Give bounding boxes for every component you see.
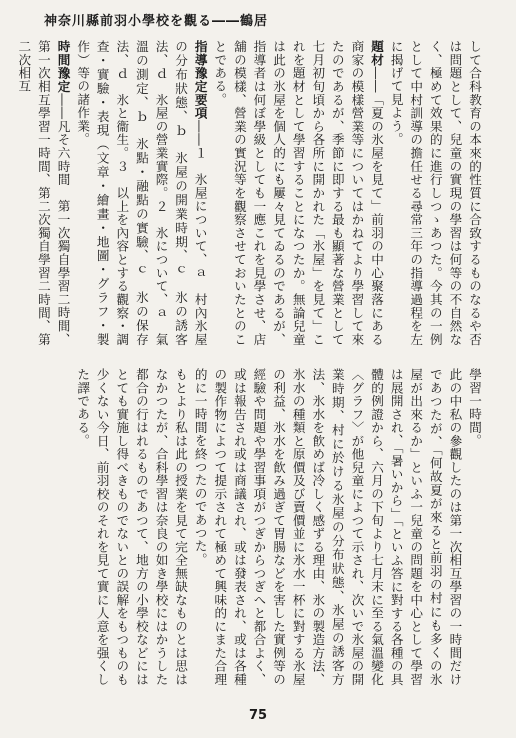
paragraph-schedule xyxy=(14,40,73,346)
paragraph: 此の中私の參觀したのは第一次相互學習の一時間だけであつたが、「何故夏が來ると前羽の村にも多くの氷屋が出來るか」といふ一兒童の問題を中心として學習は展開され、「暑いから」「といふ答に對する各種の具體的例證から、六月の下旬より七月末に至る氣溫變化〈グラフ〉が他兒童によつて示され、次いで氷屋の開業時期、村に於ける氷屋の分布狀態、氷屋の誘客方法、氷水を飮めば冷しく感ずる理由、氷の製造方法、氷水の種類と原價及び賣價並に氷水一杯に對する氷屋の利益、氷水を飮み過ぎて胃腸などを害した實例等の經驗や問題や學習事項がつぎからつぎへと都合よく、或は報告され或は商議され、或は發表され、或は各種の製作物によつて提示されて極めて興味的にまた合理的に一時間を終つたのであつた。 xyxy=(192,368,463,686)
running-header: 神奈川縣前羽小學校を觀る――鶴居 xyxy=(44,14,269,29)
section-label: 時間豫定 xyxy=(55,40,71,94)
paragraph-plan xyxy=(73,40,210,346)
text-column-bottom xyxy=(38,368,484,686)
paragraph-text: ――１ 氷屋について、ａ 村內氷屋の分布狀態、ｂ 氷屋の開業時期、ｃ 氷の誘客法、ｄ 氷屋の營業實際。２ 氷について、ａ 氣溫の測定、ｂ 氷點・融點の實驗、ｃ 氷の保存法、ｄ 氷と衞生。３ 以上を內容とする觀察・調查・實驗・表現（文章・繪畫・地圖・グラフ・製作）等の諸作業。 xyxy=(75,40,208,346)
text-column-top xyxy=(16,40,484,347)
section-label: 指導豫定要項 xyxy=(192,40,208,120)
paragraph: もとより私は此の授業を見て完全無缺なものとは思はなかつたが、合科學習は奈良の如き學校にはかうした都合の行はれるものであつて、地方の小學校などにはとても實施し得べきものでないとの誤解をもつものも少くない今日、前羽校のそれを見て實に人意を强くした譯である。 xyxy=(75,368,189,686)
paragraph-subject xyxy=(210,40,386,346)
section-label: 題材 xyxy=(369,40,385,67)
page-number: 75 xyxy=(248,708,268,723)
paragraph-text: ――凡そ六時間 第一次獨自學習二時間、第一次相互學習一時間、第二次獨自學習二時間、第二次相互 xyxy=(16,40,71,346)
paragraph: 學習一時間。 xyxy=(467,368,482,448)
paragraph: して合科教育の本來的性質に合致するものなるや否は問題として、兒童の實現の學習は何等の不自然なく、極めて效果的に進行しつゝあつた。今其の一例として中村訓導の擔任せる尋常三年の指導過程を左に揭げて見よう。 xyxy=(388,40,482,346)
paragraph-text: ――「夏の氷屋を見て」前羽の中心聚落にある商家の模樣營業等についてはかねてより學習して來たのであるが、季節に即する最も顯著な營業として七月初旬頃から各所に開かれた「氷屋」を見て」これを題材として學習することになつたか。無論兒童は此の氷屋を個人的にも屢々見てゐるのであるが、指導者は何ぼ學級としても一應これを見學させ、店舖の模樣、營業の實況等を觀察させておいたとのことである。 xyxy=(212,40,385,347)
